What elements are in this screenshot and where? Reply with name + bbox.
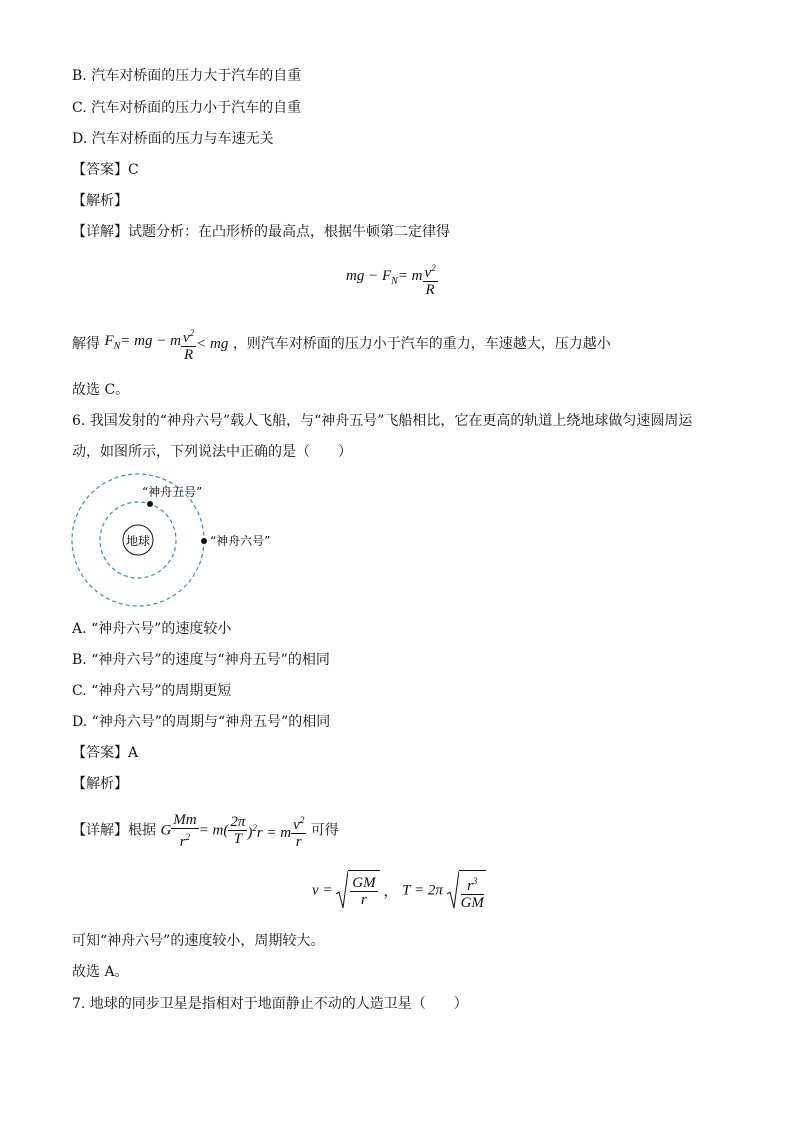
shenzhou-6-label: “神舟六号” [210,534,271,548]
gravitation-formula: G [160,822,172,839]
formula-separator: ， [383,881,399,900]
answer-value: A [128,745,139,761]
q6-stem-line-2: 动，如图所示，下列说法中正确的是（ ） [72,444,352,460]
q5-detail [72,223,450,241]
q5-answer [72,161,139,179]
answer-tag: 【答案】 [72,745,128,761]
solve-formula: $F_N=$ mg − m [104,333,181,352]
detail-tag: 【详解】 [72,224,128,240]
solve-suffix: ，则汽车对桥面的压力小于汽车的重力，车速越大，压力越小 [232,336,611,352]
detail-suffix: 可得 [310,822,339,839]
q5-analysis-tag: 【解析】 [72,193,128,209]
q6-detail: 【详解】根据 G $\frac{Mm}{r^2}$ = m( $\frac{2\pi}{T}$ )$^2$r = m $\frac{v^2}{r}$ 可得 [72,811,339,850]
q6-option-c: C. “神舟六号”的周期更短 [72,683,232,699]
q5-option-c: C. 汽车对桥面的压力小于汽车的自重 [72,100,302,116]
q6-stem-line-1: 6. 我国发射的“神舟六号”载人飞船，与“神舟五号”飞船相比，它在更高的轨道上绕地球做匀速圆周运 [72,413,693,429]
earth-label: 地球 [125,534,151,548]
q6-option-d: D. “神舟六号”的周期与“神舟五号”的相同 [72,714,331,730]
q6-option-a: A. “神舟六号”的速度较小 [72,621,232,637]
q6-conclusion: 故选 A。 [72,964,129,980]
q6-result: 可知“神舟六号”的速度较小，周期较大。 [72,933,325,949]
orbit-diagram [60,470,360,620]
q6-answer [72,744,138,762]
shenzhou-5-label: “神舟五号” [142,485,203,499]
detail-tag: 【详解】 [72,822,128,839]
answer-value: C [128,162,139,178]
detail-text: 试题分析：在凸形桥的最高点，根据牛顿第二定律得 [128,224,450,240]
solve-prefix: 解得 [72,336,100,352]
detail-prefix: 根据 [128,822,156,839]
q6-analysis-tag: 【解析】 [72,776,128,792]
q6-option-b: B. “神舟六号”的速度与“神舟五号”的相同 [72,652,330,668]
q5-formula-newton: mg − $F_N= m$ $\frac{v^2}{R}$ [346,260,438,298]
q5-option-d: D. 汽车对桥面的压力与车速无关 [72,131,274,147]
shenzhou-6-dot [201,538,207,544]
q5-conclusion: 故选 C。 [72,382,130,398]
q6-result-formula: v = $\frac{GM}{r}$ ， T = 2π $\frac{r^3}{GM}$ [312,870,486,911]
q7-stem: 7. 地球的同步卫星是指相对于地面静止不动的人造卫星（ ） [72,996,468,1012]
answer-tag: 【答案】 [72,162,128,178]
shenzhou-5-dot [147,501,153,507]
q5-option-b: B. 汽车对桥面的压力大于汽车的自重 [72,68,302,84]
q5-solve-line: 解得 $F_N=$ mg − m $\frac{v^2}{R}$ < mg ，则汽车对桥面的压力小于汽车的重力，车速越大，压力越小 [72,324,611,364]
